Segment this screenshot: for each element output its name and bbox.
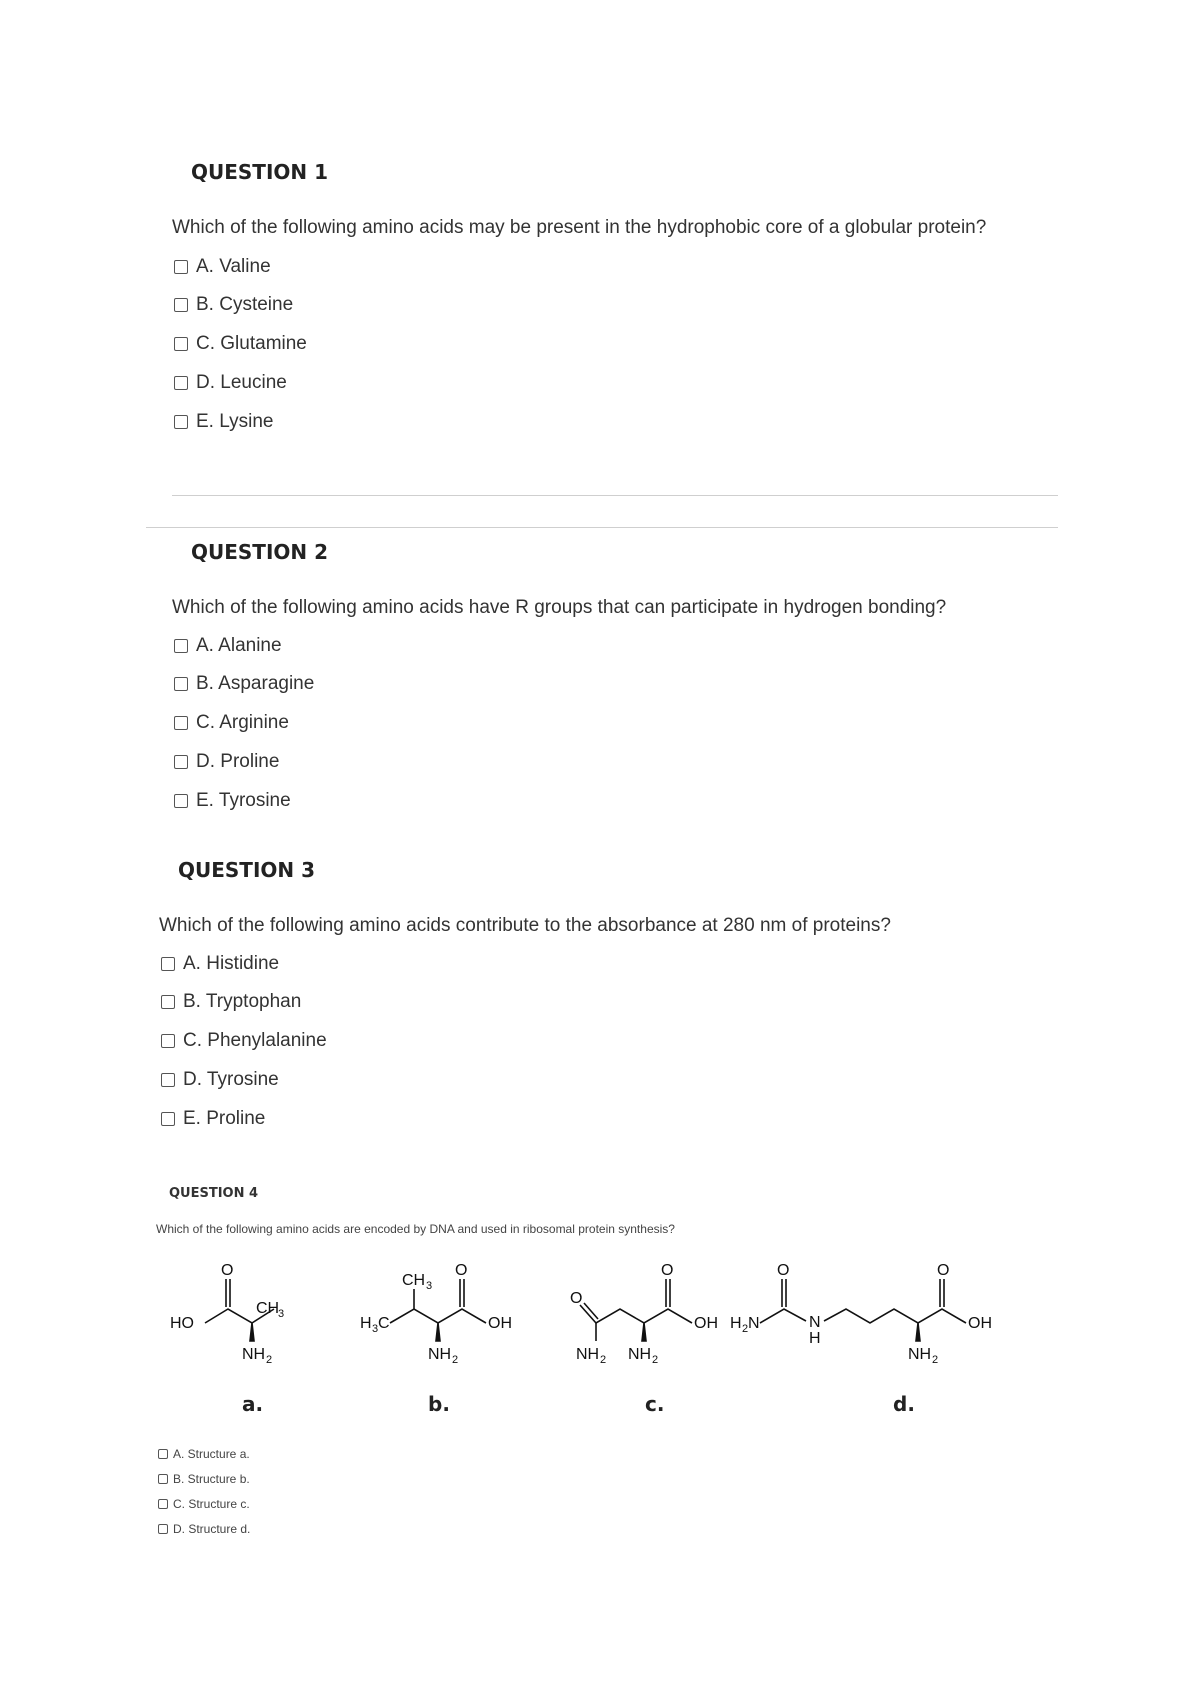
atom-label: NH [628, 1346, 652, 1363]
q1-option-b[interactable] [174, 294, 293, 316]
checkbox[interactable] [174, 415, 188, 429]
q3-option-d[interactable] [161, 1069, 279, 1091]
atom-label: NH [428, 1346, 452, 1363]
bond [940, 1279, 944, 1307]
atom-label: 2 [742, 1323, 749, 1335]
checkbox[interactable] [161, 957, 175, 971]
checkbox[interactable] [161, 1034, 175, 1048]
atom-label: 3 [372, 1323, 379, 1335]
atom-label: O [570, 1290, 583, 1307]
option-label: C. Structure c. [173, 1497, 250, 1511]
checkbox[interactable] [161, 1073, 175, 1087]
q1-option-e[interactable] [174, 411, 273, 433]
atom-label: NH [576, 1346, 600, 1363]
q2-option-c[interactable] [174, 712, 289, 734]
q1-text: Which of the following amino acids may be present in the hydrophobic core of a globular protein? [172, 217, 987, 238]
checkbox[interactable] [174, 716, 188, 730]
wedge-bond [436, 1323, 440, 1341]
checkbox[interactable] [174, 376, 188, 390]
atom-label: H [730, 1315, 742, 1332]
atom-label: 2 [932, 1354, 939, 1365]
q3-title: QUESTION 3 [178, 858, 316, 882]
q2-option-e[interactable] [174, 790, 291, 812]
atom-label: H [809, 1330, 821, 1347]
atom-label: OH [968, 1315, 992, 1332]
checkbox[interactable] [174, 260, 188, 274]
checkbox[interactable] [161, 1112, 175, 1126]
atom-label: 2 [452, 1354, 459, 1365]
option-label: D. Proline [196, 751, 280, 772]
atom-label: OH [488, 1315, 512, 1332]
q2-option-a[interactable] [174, 635, 282, 657]
q3-option-e[interactable] [161, 1108, 265, 1130]
atom-label: H [360, 1315, 372, 1332]
option-label: C. Glutamine [196, 333, 307, 354]
option-label: E. Tyrosine [196, 790, 291, 811]
option-label: B. Cysteine [196, 294, 294, 315]
checkbox[interactable] [158, 1499, 168, 1509]
atom-label: NH [908, 1346, 932, 1363]
bond [760, 1309, 806, 1323]
checkbox[interactable] [158, 1524, 168, 1534]
atom-label: O [221, 1262, 234, 1279]
bond [782, 1279, 786, 1307]
q1-option-d[interactable] [174, 372, 287, 394]
q3-option-b[interactable] [161, 991, 301, 1013]
bond [580, 1305, 692, 1323]
atom-label: 3 [278, 1308, 285, 1320]
atom-label: 2 [652, 1354, 659, 1365]
checkbox[interactable] [174, 677, 188, 691]
option-label: B. Asparagine [196, 673, 315, 694]
checkbox[interactable] [174, 337, 188, 351]
checkbox[interactable] [174, 794, 188, 808]
q1-title: QUESTION 1 [191, 160, 329, 184]
q2-text: Which of the following amino acids have R groups that can participate in hydrogen bonding? [172, 597, 947, 618]
q4-option-b[interactable] [158, 1472, 250, 1486]
q2-option-b[interactable] [174, 673, 314, 695]
checkbox[interactable] [174, 639, 188, 653]
atom-label: N [809, 1314, 821, 1331]
q4-text: Which of the following amino acids are encoded by DNA and used in ribosomal protein synthesis? [156, 1222, 675, 1236]
option-label: B. Tryptophan [183, 991, 302, 1012]
option-label: D. Tyrosine [183, 1069, 279, 1090]
atom-label: 2 [266, 1354, 273, 1365]
atom-label: 3 [426, 1280, 433, 1292]
option-label: C. Phenylalanine [183, 1030, 327, 1051]
atom-label: OH [694, 1315, 718, 1332]
option-label: A. Histidine [183, 953, 280, 974]
atom-label: C [378, 1315, 390, 1332]
atom-label: O [661, 1262, 674, 1279]
atom-label: O [777, 1262, 790, 1279]
q1-option-a[interactable] [174, 256, 271, 278]
bond [226, 1279, 230, 1307]
bond [390, 1309, 486, 1323]
option-label: C. Arginine [196, 712, 289, 733]
q3-option-a[interactable] [161, 953, 279, 975]
q2-option-d[interactable] [174, 751, 279, 773]
q2-title: QUESTION 2 [191, 540, 329, 564]
checkbox[interactable] [161, 995, 175, 1009]
q4-option-d[interactable] [158, 1522, 250, 1536]
option-label: A. Valine [196, 256, 271, 277]
q4-option-a[interactable] [158, 1447, 250, 1461]
atom-label: O [937, 1262, 950, 1279]
checkbox[interactable] [158, 1449, 168, 1459]
option-label: B. Structure b. [173, 1472, 250, 1486]
q1-option-c[interactable] [174, 333, 307, 355]
structure-label-d: d. [893, 1392, 915, 1416]
wedge-bond [642, 1323, 646, 1341]
option-label: A. Structure a. [173, 1447, 250, 1461]
atom-label: N [748, 1315, 760, 1332]
structure-label-a: a. [242, 1392, 264, 1416]
atom-label: 2 [600, 1354, 607, 1365]
atom-label: HO [170, 1315, 194, 1332]
atom-label: CH [402, 1272, 426, 1289]
q3-option-c[interactable] [161, 1030, 327, 1052]
bond [666, 1279, 670, 1307]
wedge-bond [250, 1323, 254, 1341]
option-label: D. Leucine [196, 372, 287, 393]
option-label: D. Structure d. [173, 1522, 251, 1536]
divider [146, 527, 1058, 528]
wedge-bond [916, 1323, 920, 1341]
option-label: A. Alanine [196, 635, 282, 656]
atom-label: CH [256, 1300, 280, 1317]
atom-label: O [455, 1262, 468, 1279]
checkbox[interactable] [158, 1474, 168, 1484]
q3-text: Which of the following amino acids contribute to the absorbance at 280 nm of proteins? [159, 915, 891, 936]
structure-label-c: c. [645, 1392, 665, 1416]
checkbox[interactable] [174, 298, 188, 312]
amino-acid-structures [170, 1255, 1060, 1365]
structure-label-b: b. [428, 1392, 450, 1416]
checkbox[interactable] [174, 755, 188, 769]
q4-option-c[interactable] [158, 1497, 250, 1511]
atom-label: NH [242, 1346, 266, 1363]
option-label: E. Lysine [196, 411, 274, 432]
bond [824, 1309, 966, 1323]
bond [460, 1279, 464, 1307]
q4-title: QUESTION 4 [169, 1186, 259, 1201]
divider [172, 495, 1058, 496]
option-label: E. Proline [183, 1108, 266, 1129]
